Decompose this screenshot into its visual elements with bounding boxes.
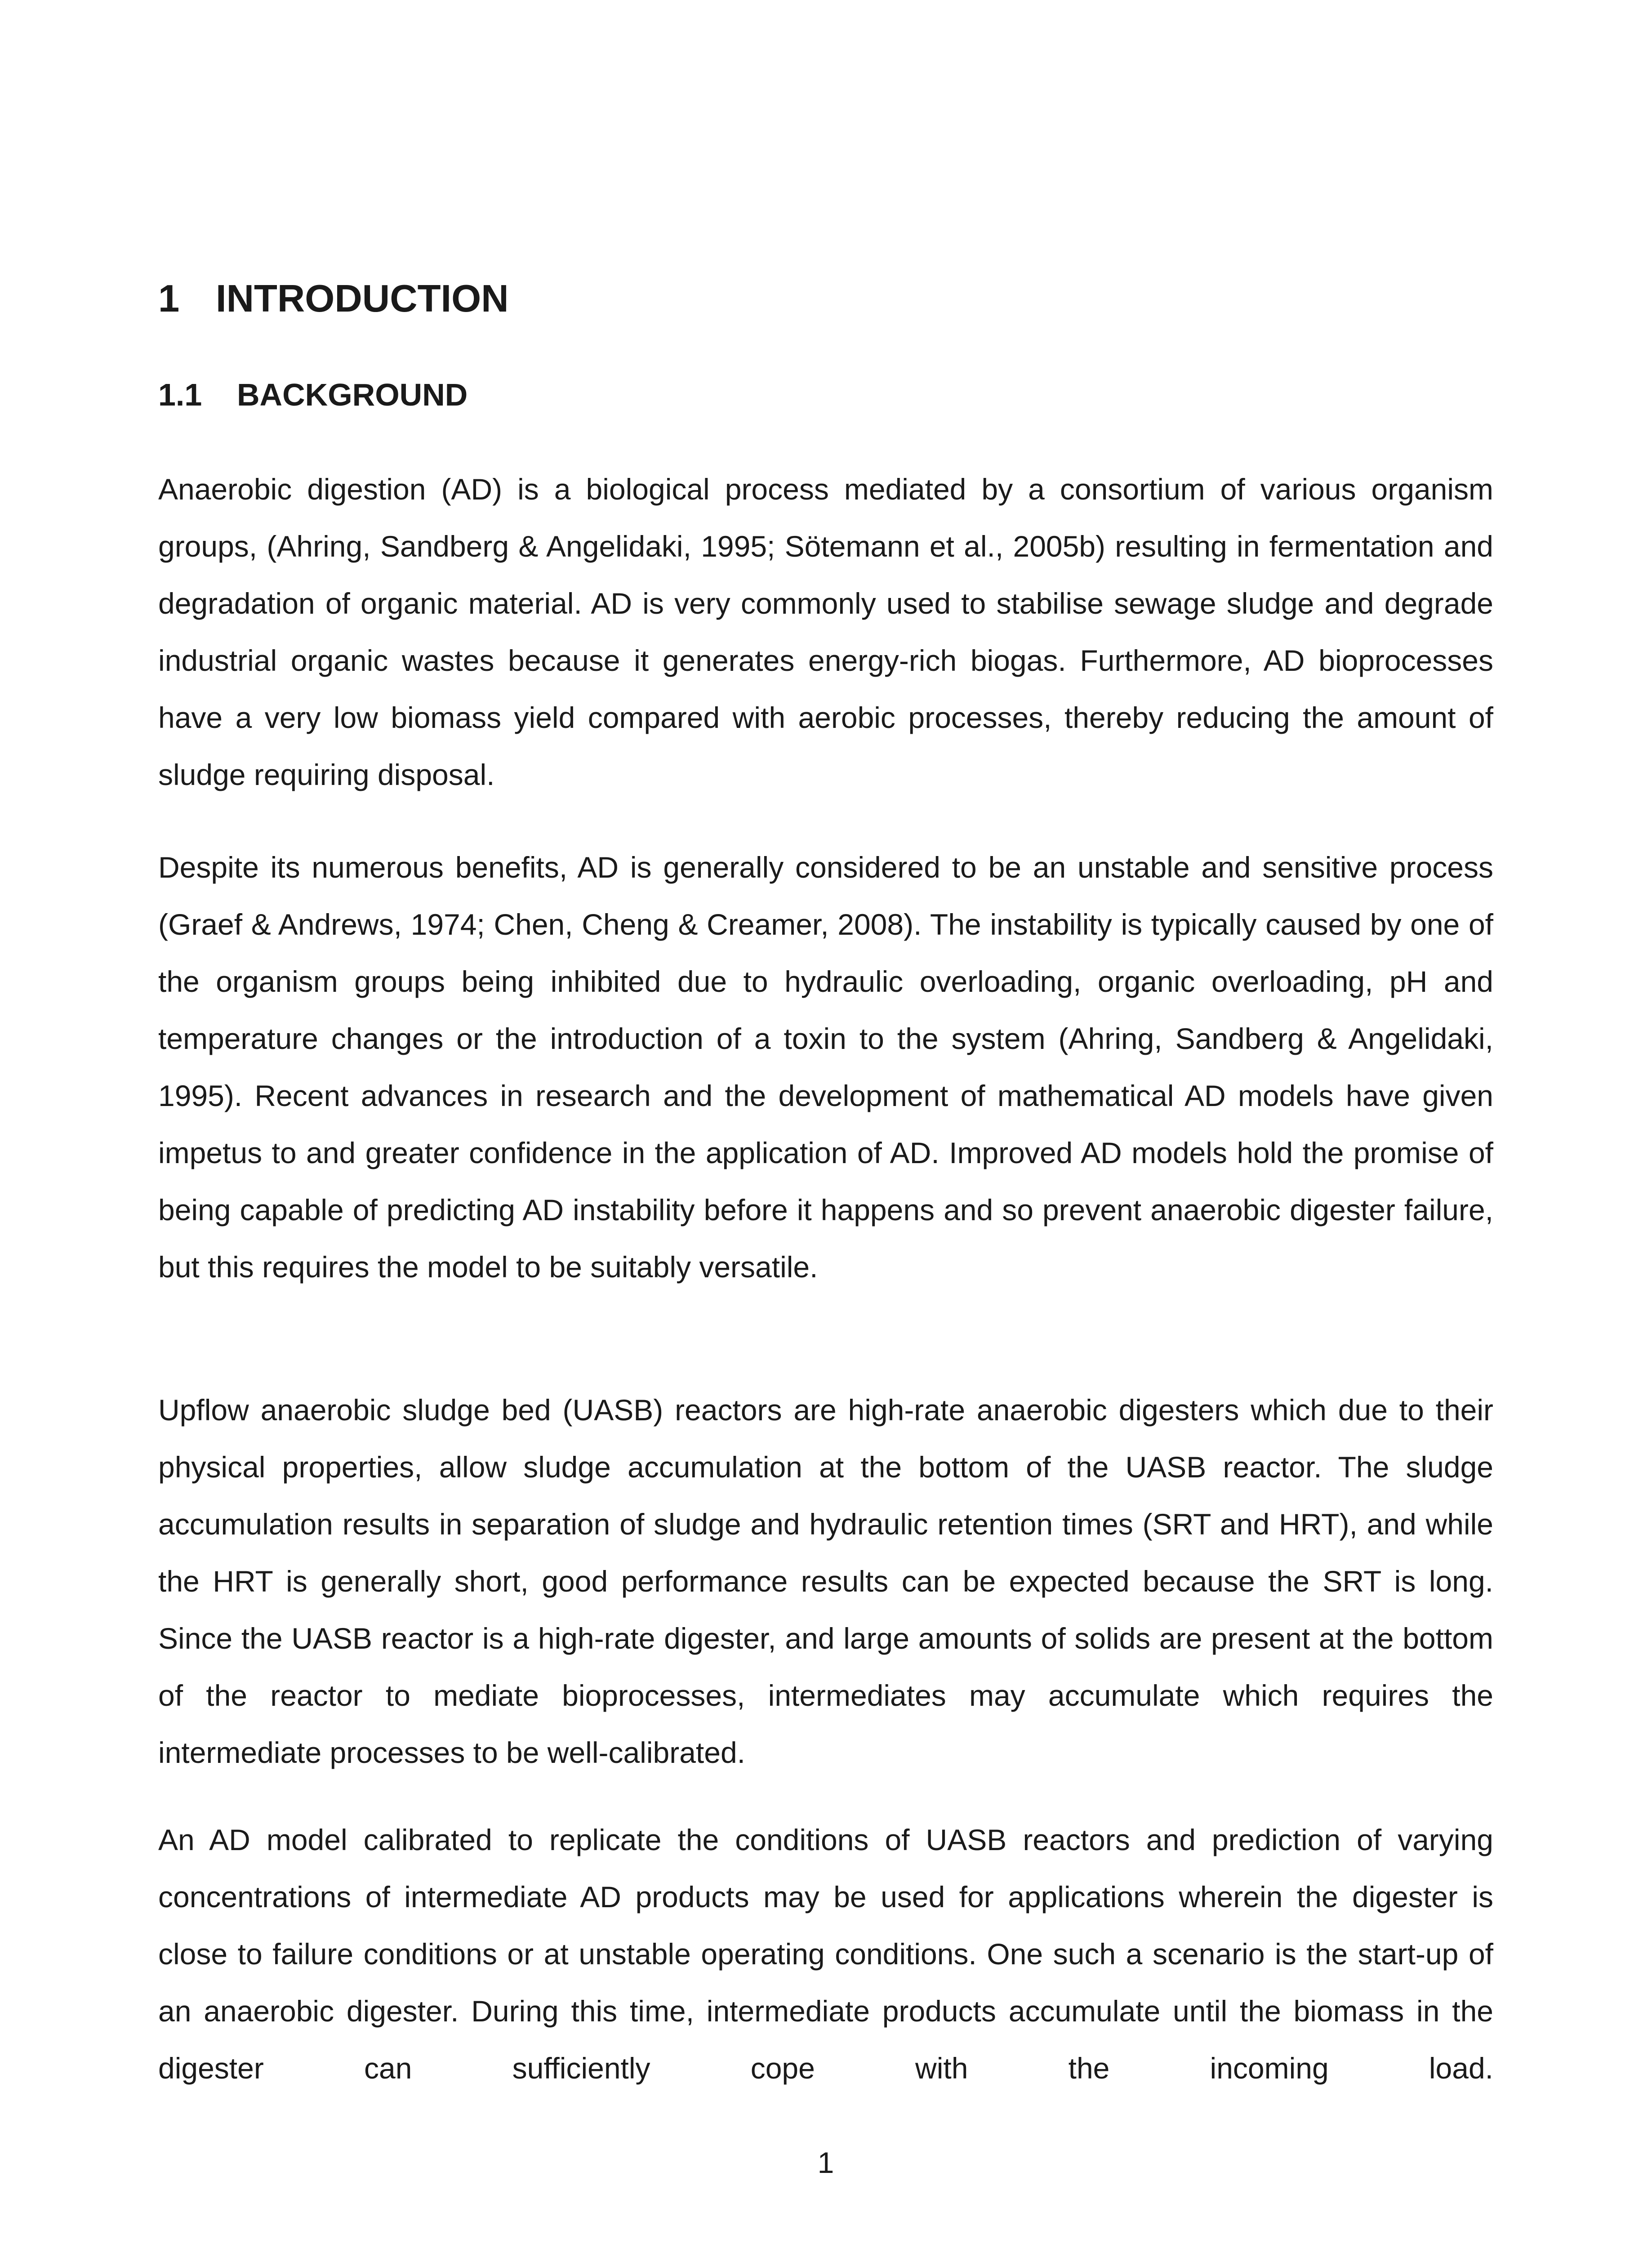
chapter-heading — [158, 277, 509, 321]
body-paragraph: Anaerobic digestion (AD) is a biological process mediated by a consortium of various organism groups, (Ahring, Sandberg & Angelidaki, 1995; Sötemann et al., 2005b) resulting in fermentation and degradation of organic material. AD is very commonly used to stabilise sewage sludge and degrade industrial organic wastes because it generates energy-rich biogas. Furthermore, AD bioprocesses have a very low biomass yield compared with aerobic processes, thereby reducing the amount of sludge requiring disposal. — [158, 473, 1493, 791]
section-number: 1.1 — [158, 377, 202, 412]
document-page — [158, 0, 1493, 2248]
page-number: 1 — [817, 2146, 834, 2179]
section-heading — [158, 375, 468, 415]
body-paragraph: An AD model calibrated to replicate the conditions of UASB reactors and prediction of varying concentrations of intermediate AD products may be used for applications wherein the digester is close to failure conditions or at unstable operating conditions. One such a scenario is the start-up of an anaerobic digester. During this time, intermediate products accumulate until the biomass in the digester can sufficiently cope with the incoming load. — [158, 1823, 1493, 2085]
body-paragraph: Upflow anaerobic sludge bed (UASB) reactors are high-rate anaerobic digesters which due to their physical properties, allow sludge accumulation at the bottom of the UASB reactor. The sludge accumulation results in separation of sludge and hydraulic retention times (SRT and HRT), and while the HRT is generally short, good performance results can be expected because the SRT is long. Since the UASB reactor is a high-rate digester, and large amounts of solids are present at the bottom of the reactor to mediate bioprocesses, intermediates may accumulate which requires the intermediate processes to be well-calibrated. — [158, 1393, 1493, 1769]
section-title: BACKGROUND — [237, 377, 468, 412]
body-paragraph: Despite its numerous benefits, AD is generally considered to be an unstable and sensitive process (Graef & Andrews, 1974; Chen, Cheng & Creamer, 2008). The instability is typically caused by one of the organism groups being inhibited due to hydraulic overloading, organic overloading, pH and temperature changes or the introduction of a toxin to the system (Ahring, Sandberg & Angelidaki, 1995). Recent advances in research and the development of mathematical AD models have given impetus to and greater confidence in the application of AD. Improved AD models hold the promise of being capable of predicting AD instability before it happens and so prevent anaerobic digester failure, but this requires the model to be suitably versatile. — [158, 851, 1493, 1284]
chapter-number: 1 — [158, 277, 180, 320]
chapter-title: INTRODUCTION — [216, 277, 509, 320]
